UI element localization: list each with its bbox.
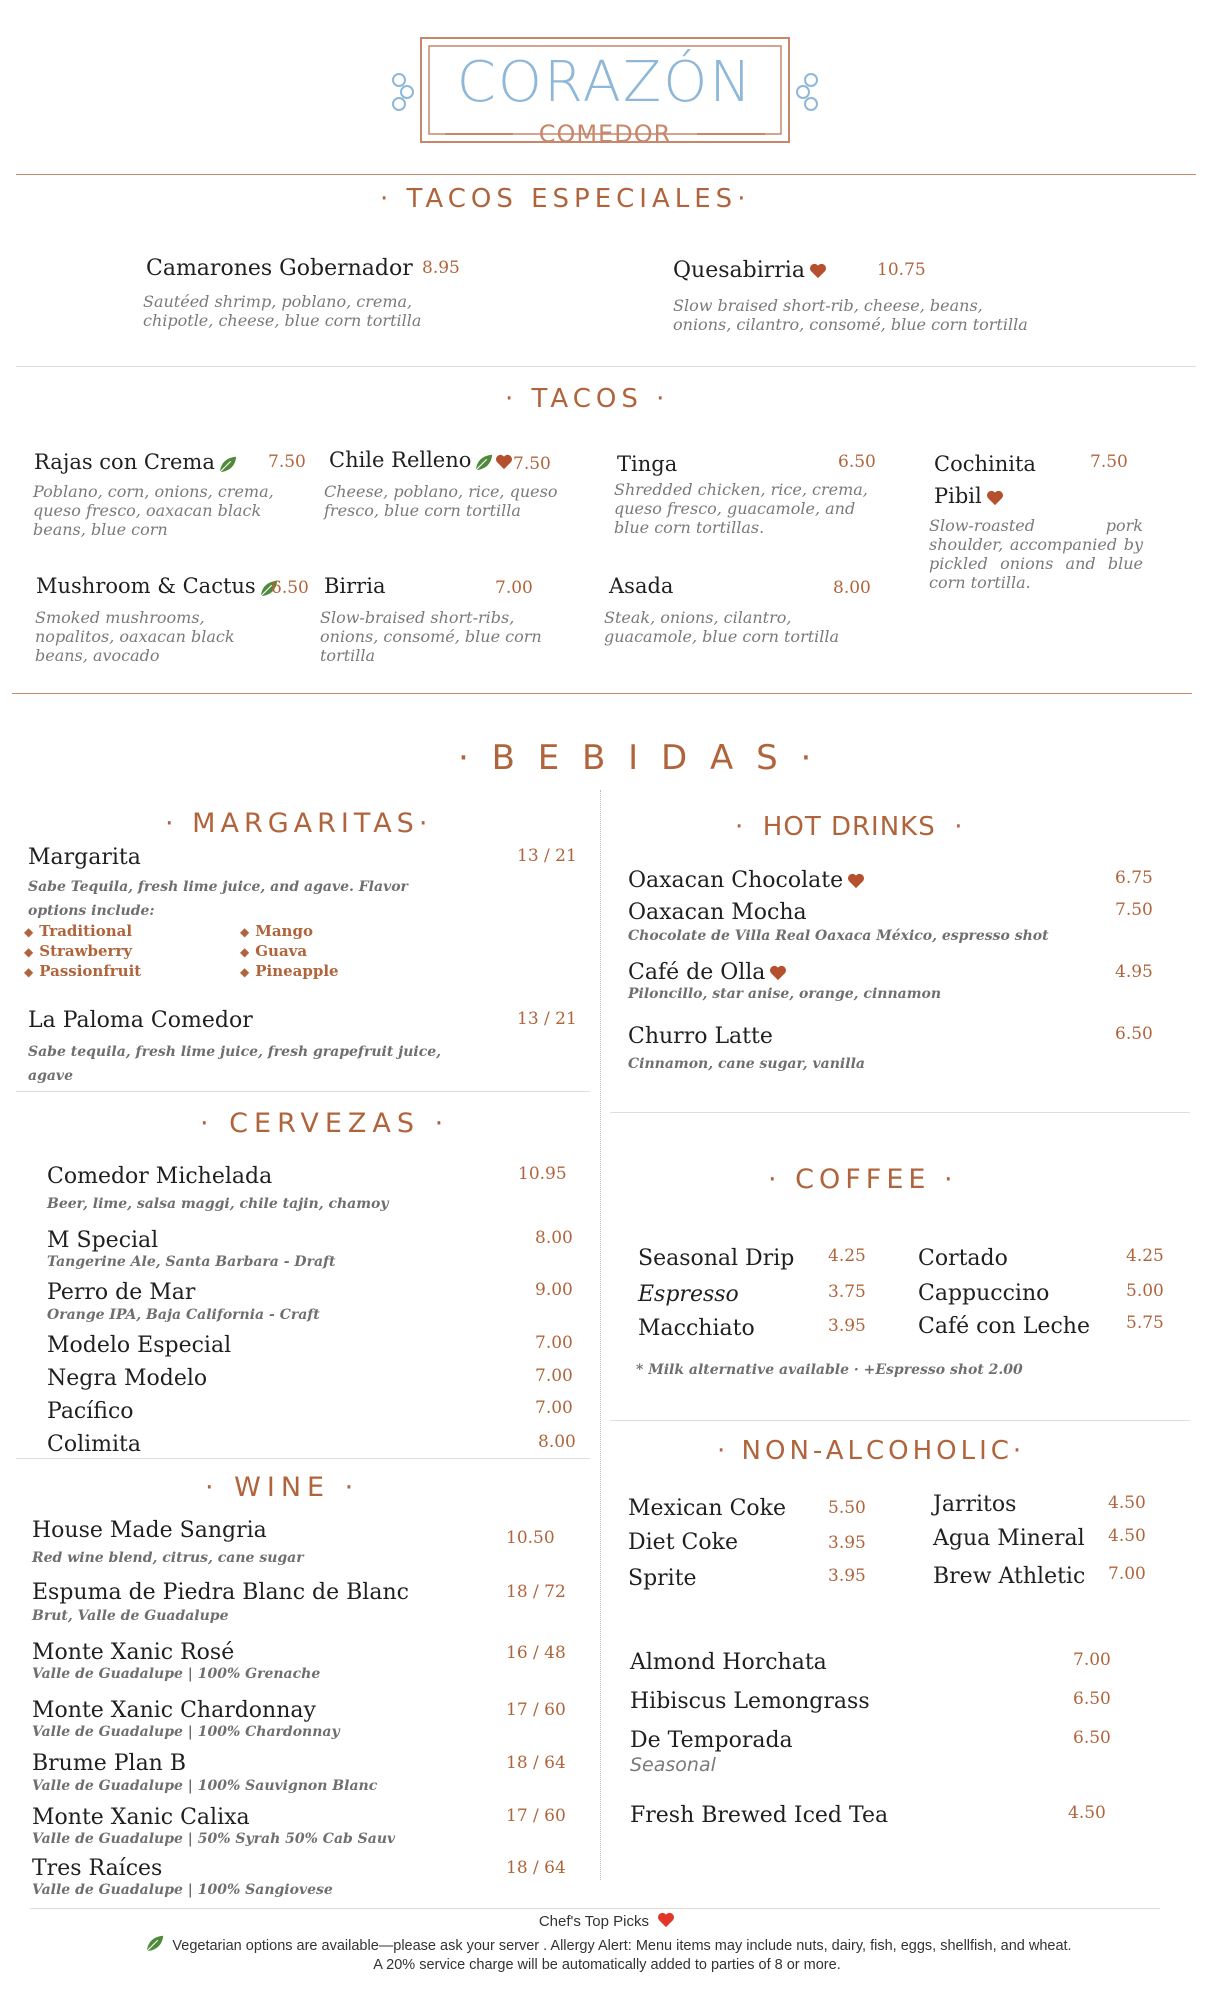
leaf-icon (473, 452, 495, 472)
menu-item-price: 16 / 48 (506, 1643, 566, 1663)
menu-item-price: 7.00 (535, 1398, 573, 1418)
section-title-cervezas: · CERVEZAS · (200, 1108, 450, 1139)
menu-item-price: 6.50 (1073, 1728, 1111, 1748)
menu-item-desc: Valle de Guadalupe | 100% Sangiovese (32, 1882, 333, 1898)
menu-item-desc: Brut, Valle de Guadalupe (32, 1608, 229, 1624)
menu-item-price: 18 / 64 (506, 1858, 566, 1878)
menu-item-price: 17 / 60 (506, 1806, 566, 1826)
section-title-non-alcoholic: · NON-ALCOHOLIC· (717, 1436, 1026, 1466)
menu-item-name: House Made Sangria (32, 1518, 267, 1543)
menu-item-desc: Piloncillo, star anise, orange, cinnamon (628, 986, 942, 1002)
menu-item-price: 10.95 (518, 1164, 567, 1184)
menu-item-name: Colimita (47, 1432, 142, 1457)
menu-item-name: La Paloma Comedor (28, 1008, 253, 1033)
flavor-list (24, 922, 141, 980)
coffee-note: * Milk alternative available · +Espresso shot 2.00 (636, 1362, 1023, 1378)
menu-item-price: 3.95 (828, 1316, 866, 1336)
menu-item-name: Jarritos (933, 1492, 1017, 1517)
menu-item-desc: Valle de Guadalupe | 100% Chardonnay (32, 1724, 340, 1740)
menu-item-desc: Tangerine Ale, Santa Barbara - Draft (47, 1254, 336, 1270)
menu-item-price: 13 / 21 (517, 846, 577, 866)
menu-item-name: Cappuccino (918, 1281, 1050, 1306)
menu-item-price: 18 / 72 (506, 1582, 566, 1602)
menu-item-name: Camarones Gobernador (146, 256, 413, 281)
menu-item-price: 6.50 (271, 578, 309, 598)
menu-item-desc: Valle de Guadalupe | 50% Syrah 50% Cab Sauv (32, 1831, 396, 1847)
divider (610, 1420, 1190, 1421)
menu-item-desc: Chocolate de Villa Real Oaxaca México, espresso shot (628, 928, 1049, 944)
divider (16, 366, 1196, 367)
menu-item-desc: Slow braised short-rib, cheese, beans, onions, cilantro, consomé, blue corn tortilla (673, 296, 1028, 334)
section-title-margaritas: · MARGARITAS· (165, 808, 433, 839)
logo-subtitle: COMEDOR (538, 120, 672, 148)
menu-item-price: 9.00 (535, 1280, 573, 1300)
menu-item-desc: Valle de Guadalupe | 100% Grenache (32, 1666, 321, 1682)
menu-item-desc: Red wine blend, citrus, cane sugar (32, 1550, 304, 1566)
menu-item-price: 6.50 (838, 452, 876, 472)
menu-item-price: 7.00 (1108, 1564, 1146, 1584)
menu-item-price: 7.00 (535, 1366, 573, 1386)
menu-item-name: Negra Modelo (47, 1366, 208, 1391)
logo-title: CORAZÓN (456, 50, 754, 115)
leaf-icon (144, 1933, 166, 1953)
menu-item-price: 7.00 (495, 578, 533, 598)
menu-item-price: 8.00 (535, 1228, 573, 1248)
menu-item-name: Perro de Mar (47, 1280, 196, 1305)
menu-item-name: Monte Xanic Rosé (32, 1640, 235, 1665)
menu-item-name: Hibiscus Lemongrass (630, 1689, 870, 1714)
menu-item-name: Café con Leche (918, 1314, 1090, 1339)
menu-item-price: 4.25 (828, 1246, 866, 1266)
section-title-coffee: · COFFEE · (768, 1164, 958, 1195)
column-divider (600, 790, 601, 1880)
menu-item-desc: Seasonal (630, 1754, 716, 1776)
menu-item-name: Asada (609, 574, 674, 598)
logo (385, 34, 825, 150)
menu-item-desc: Valle de Guadalupe | 100% Sauvignon Blanc (32, 1778, 378, 1794)
menu-item-desc: Cinnamon, cane sugar, vanilla (628, 1056, 865, 1072)
menu-item-desc: Steak, onions, cilantro, guacamole, blue corn tortilla (604, 608, 840, 646)
menu-item-desc: Sabe tequila, fresh lime juice, fresh grapefruit juice, agave (28, 1044, 442, 1084)
section-title-bebidas: · B E B I D A S · (458, 738, 818, 778)
menu-item-price: 7.50 (268, 452, 306, 472)
menu-item-name: Fresh Brewed Iced Tea (630, 1803, 889, 1828)
section-title-tacos: · TACOS · (505, 384, 670, 414)
menu-item-name: Café de Olla (628, 960, 787, 985)
flavor-option: ◆ Strawberry (24, 942, 133, 960)
flavor-list (240, 922, 339, 980)
menu-item-price: 7.00 (1073, 1650, 1111, 1670)
menu-item-name: Churro Latte (628, 1024, 773, 1049)
menu-item-name: Mexican Coke (628, 1496, 787, 1521)
divider (16, 174, 1196, 175)
menu-item-desc: Smoked mushrooms, nopalitos, oaxacan black beans, avocado (35, 608, 235, 665)
menu-item-name: Brew Athletic (933, 1564, 1086, 1589)
menu-item-price: 6.75 (1115, 868, 1153, 888)
menu-item-name: Tinga (617, 452, 678, 476)
menu-item-desc: Cheese, poblano, rice, queso fresco, blue corn tortilla (324, 482, 558, 520)
flavor-option: ◆ Guava (240, 942, 308, 960)
menu-item-name: Macchiato (638, 1316, 755, 1341)
menu-item-price: 4.95 (1115, 962, 1153, 982)
menu-item-price: 3.75 (828, 1282, 866, 1302)
menu-item-price: 4.25 (1126, 1246, 1164, 1266)
menu-item-desc: Slow-braised short-ribs, onions, consomé, blue corn tortilla (320, 608, 542, 665)
divider (610, 1112, 1190, 1113)
flavor-option: ◆ Passionfruit (24, 962, 142, 980)
footer-notice: Vegetarian options are available—please ask your server . Allergy Alert: Menu items may include nuts, dairy, fish, eggs, shellfish, and wheat. (0, 1933, 1214, 1954)
menu-item-name: Almond Horchata (630, 1650, 827, 1675)
menu-item-name: Monte Xanic Chardonnay (32, 1698, 316, 1723)
menu-item-name: Birria (324, 574, 386, 598)
menu-item-price: 7.00 (535, 1333, 573, 1353)
menu-item-name: Espuma de Piedra Blanc de Blanc (32, 1580, 409, 1605)
divider (16, 1458, 590, 1459)
section-title-wine: · WINE · (205, 1472, 360, 1503)
menu-item-name: Espresso (638, 1282, 739, 1307)
heart-icon (809, 263, 827, 279)
menu-item-name: Pibil (934, 484, 1004, 508)
menu-item-price: 8.00 (538, 1432, 576, 1452)
menu-item-name: Brume Plan B (32, 1751, 187, 1776)
menu-item-desc: Sabe Tequila, fresh lime juice, and agave. Flavor options include: (28, 879, 408, 919)
heart-icon (847, 873, 865, 889)
divider (30, 1908, 1160, 1909)
section-title-hot-drinks: · HOT DRINKS · (735, 812, 964, 842)
heart-icon (495, 454, 513, 470)
footer-chef-picks: Chef's Top Picks (0, 1912, 1214, 1930)
menu-item-name: Cortado (918, 1246, 1008, 1271)
menu-item-price: 6.50 (1073, 1689, 1111, 1709)
menu-item-desc: Orange IPA, Baja California - Craft (47, 1307, 320, 1323)
menu-item-price: 13 / 21 (517, 1009, 577, 1029)
menu-item-price: 8.00 (833, 578, 871, 598)
menu-item-desc: Shredded chicken, rice, crema, queso fresco, guacamole, and blue corn tortillas. (614, 480, 868, 537)
menu-item-name: Monte Xanic Calixa (32, 1805, 250, 1830)
menu-item-price: 7.50 (513, 454, 551, 474)
menu-item-price: 3.95 (828, 1533, 866, 1553)
menu-item-name: De Temporada (630, 1728, 793, 1753)
divider (16, 1091, 590, 1092)
menu-item-name: Modelo Especial (47, 1333, 232, 1358)
menu-item-name: Diet Coke (628, 1530, 738, 1555)
menu-item-price: 5.00 (1126, 1281, 1164, 1301)
menu-item-price: 7.50 (1090, 452, 1128, 472)
menu-item-desc: Slow-roasted pork shoulder, accompanied by pickled onions and blue corn tortilla. (929, 516, 1143, 592)
footer-service-charge: A 20% service charge will be automatically added to parties of 8 or more. (373, 1957, 841, 1973)
menu-item-price: 18 / 64 (506, 1753, 566, 1773)
menu-item-name: Oaxacan Mocha (628, 900, 807, 925)
menu-item-name: Sprite (628, 1566, 697, 1591)
menu-item-price: 4.50 (1108, 1493, 1146, 1513)
menu-item-name: Seasonal Drip (638, 1246, 795, 1271)
menu-item-name: Margarita (28, 845, 141, 870)
menu-item-price: 17 / 60 (506, 1700, 566, 1720)
section-title-tacos-especiales: · TACOS ESPECIALES· (380, 184, 751, 214)
menu-item-name: M Special (47, 1228, 159, 1253)
menu-item-price: 4.50 (1108, 1526, 1146, 1546)
menu-item-price: 10.50 (506, 1528, 555, 1548)
menu-item-price: 5.50 (828, 1498, 866, 1518)
menu-item-price: 3.95 (828, 1566, 866, 1586)
menu-item-name: Rajas con Crema (34, 450, 239, 474)
menu-item-desc: Beer, lime, salsa maggi, chile tajin, chamoy (47, 1196, 389, 1212)
menu-item-desc: Poblano, corn, onions, crema, queso fresco, oaxacan black beans, blue corn (33, 482, 274, 539)
menu-item-price: 10.75 (877, 260, 926, 280)
menu-item-name: Agua Mineral (933, 1526, 1085, 1551)
menu-item-name: Mushroom & Cactus (36, 574, 280, 598)
menu-item-price: 8.95 (422, 258, 460, 278)
leaf-icon (217, 454, 239, 474)
menu-item-price: 4.50 (1068, 1803, 1106, 1823)
flavor-option: ◆ Pineapple (240, 962, 339, 980)
heart-icon (657, 1912, 675, 1928)
divider (12, 693, 1192, 694)
flavor-option: ◆ Mango (240, 922, 313, 940)
menu-item-name: Comedor Michelada (47, 1164, 273, 1189)
menu-item-name: Quesabirria (673, 258, 827, 283)
menu-item-price: 7.50 (1115, 900, 1153, 920)
menu-item-name: Tres Raíces (32, 1856, 163, 1881)
menu-item-name: Cochinita (934, 452, 1036, 476)
menu-item-price: 6.50 (1115, 1024, 1153, 1044)
menu-item-name: Chile Relleno (329, 448, 513, 472)
flavor-option: ◆ Traditional (24, 922, 133, 940)
menu-item-name: Pacífico (47, 1399, 134, 1424)
menu-item-desc: Sautéed shrimp, poblano, crema, chipotle, cheese, blue corn tortilla (143, 292, 422, 330)
heart-icon (769, 965, 787, 981)
heart-icon (986, 490, 1004, 506)
menu-item-name: Oaxacan Chocolate (628, 868, 865, 893)
menu-item-price: 5.75 (1126, 1313, 1164, 1333)
